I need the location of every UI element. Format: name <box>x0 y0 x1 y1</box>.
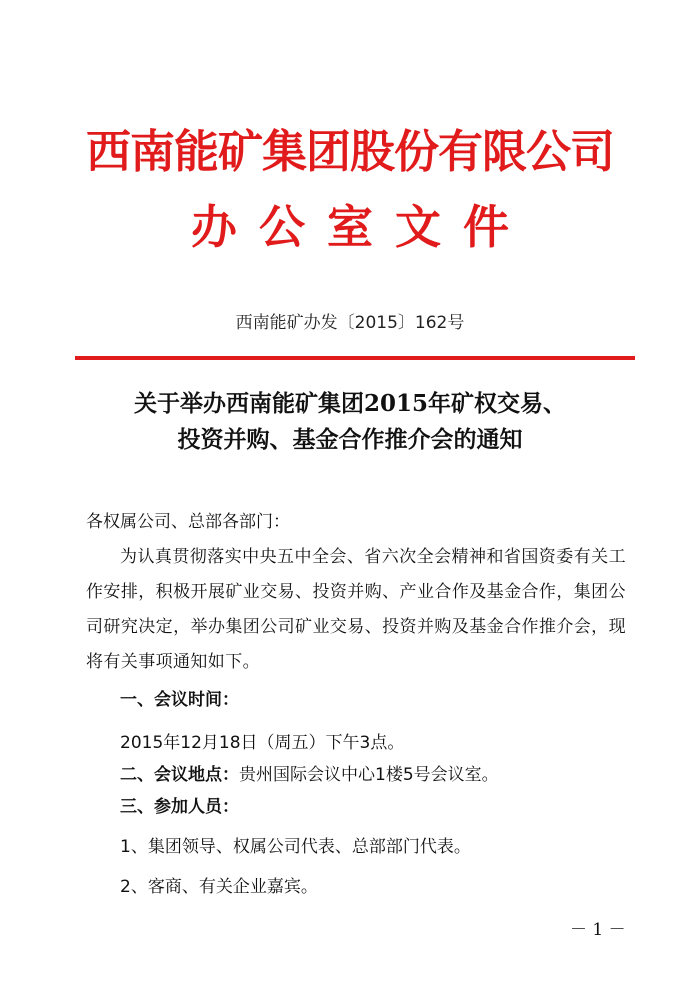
notice-title <box>60 386 640 458</box>
page-number: － 1 － <box>570 920 626 940</box>
red-divider-rule <box>75 356 635 360</box>
section-3-heading <box>120 792 640 822</box>
notice-title-line-2: 投资并购、基金合作推介会的通知 <box>177 426 523 453</box>
document-number: 西南能矿办发〔2015〕162号 <box>235 313 465 333</box>
notice-title-line-1: 关于举办西南能矿集团2015年矿权交易、 <box>133 390 566 417</box>
salutation: 各权属公司、总部各部门： <box>86 512 290 532</box>
intro-paragraph: 为认真贯彻落实中央五中全会、省六次全会精神和省国资委有关工作安排，积极开展矿业交易、投资并购、产业合作及基金合作，集团公司研究决定，举办集团公司矿业交易、投资并购及基金合作推介会，现将有关事项通知如下。 <box>86 547 626 672</box>
section-1-value: 2015年12月18日（周五）下午3点。 <box>120 733 405 753</box>
section-1-heading-text: 一、会议时间： <box>120 690 239 710</box>
attendee-item-2: 2、客商、有关企业嘉宾。 <box>120 877 318 897</box>
section-2-heading: 二、会议地点： <box>120 765 239 785</box>
section-2-line <box>120 760 640 790</box>
section-2-value: 贵州国际会议中心1楼5号会议室。 <box>239 765 499 785</box>
section-1-heading <box>120 685 640 715</box>
attendee-item-1: 1、集团领导、权属公司代表、总部部门代表。 <box>120 837 471 857</box>
org-name-heading: 西南能矿集团股份有限公司 <box>85 125 614 178</box>
office-document-label: 办公室文件 <box>191 200 531 254</box>
section-3-heading-text: 三、参加人员： <box>120 797 239 817</box>
